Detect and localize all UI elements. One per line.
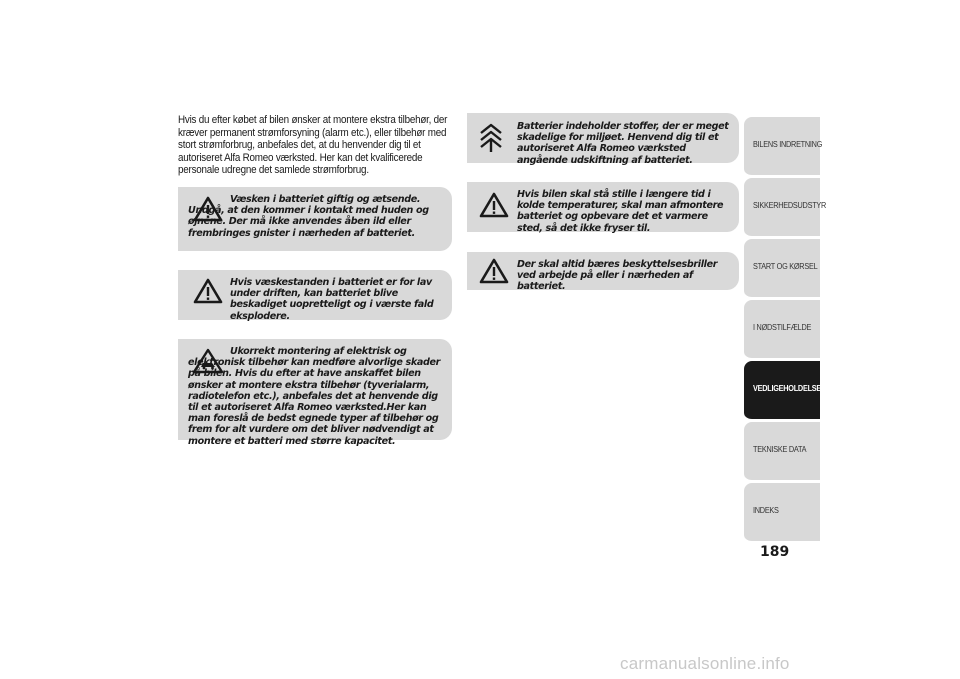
warning-box-cold: [467, 182, 739, 232]
warning-triangle-icon: [479, 258, 509, 284]
tab-label: SIKKERHEDSUDSTYR: [753, 200, 827, 210]
page-number: 189: [760, 544, 790, 560]
tab-i-nodstilfaelde[interactable]: [744, 300, 820, 360]
tab-label: START OG KØRSEL: [753, 261, 818, 271]
tab-bilens-indretning[interactable]: [744, 117, 823, 177]
warning-text: Der skal altid bæres beskyttelsesbriller ved arbejde på eller i nærheden af batteriet.: [517, 259, 718, 293]
tab-label: BILENS INDRETNING: [753, 139, 823, 149]
tab-start-og-korsel[interactable]: [744, 239, 820, 299]
environment-tree-icon: [477, 121, 505, 153]
warning-text: Ukorrekt montering af elektrisk og elektronisk tilbehør kan medføre alvorlige skader på bilen. Hvis du efter at have anskaffet bilen ønsker at montere ekstra tilbehør (tyverialarm, radiotelefon etc.), anbefales det at henvende dig til et autoriseret Alfa Romeo værksted.Her kan man foreslå de bedst egnede typer af tilbehør og frem for alt vurdere om det bliver nødvendigt at montere et batteri med større kapacitet.: [188, 346, 441, 447]
tab-label: INDEKS: [753, 505, 779, 515]
tab-vedligeholdelse[interactable]: [744, 361, 820, 421]
tab-label: I NØDSTILFÆLDE: [753, 322, 812, 332]
watermark: carmanualsonline.info: [620, 654, 790, 673]
warning-triangle-icon: [479, 192, 509, 218]
warning-box-fluid-level: [178, 270, 452, 320]
environment-box-battery: [467, 113, 739, 166]
tab-label: TEKNISKE DATA: [753, 444, 807, 454]
warning-text: Hvis bilen skal stå stille i længere tid i kolde temperaturer, skal man afmontere batteriet og opbevare det et varmere sted, så det ikke fryser til.: [517, 189, 724, 234]
intro-paragraph: Hvis du efter købet af bilen ønsker at montere ekstra tilbehør, der kræver permanent strømforsyning (alarm etc.), eller tilbehør med stort strømforbrug, anbefales det, at du henvender dig til et autoriseret Alfa Romeo værksted. Her kan det kvalificerede personale udregne det samlede strømforbrug.: [178, 114, 448, 177]
environment-text: Batterier indeholder stoffer, der er meget skadelige for miljøet. Henvend dig til et autoriseret Alfa Romeo værksted angående udskiftning af batteriet.: [517, 121, 729, 166]
warning-box-toxic: [178, 187, 452, 251]
warning-text: Væsken i batteriet giftig og ætsende. Undgå, at den kommer i kontakt med huden og øjnene. Der må ikke anvendes åben ild eller frembringes gnister i nærheden af batteriet.: [188, 194, 429, 239]
warning-text: Hvis væskestanden i batteriet er for lav under driften, kan batteriet blive beskadiget uopretteligt og i værste fald eksplodere.: [230, 277, 434, 322]
warning-triangle-icon: [193, 278, 223, 304]
tab-tekniske-data[interactable]: [744, 422, 820, 482]
tab-label: VEDLIGEHOLDELSE: [753, 383, 822, 393]
tab-indeks[interactable]: [744, 483, 820, 543]
tab-sikkerhedsudstyr[interactable]: [744, 178, 827, 238]
warning-box-goggles: [467, 252, 739, 293]
warning-box-accessories: [178, 339, 452, 447]
